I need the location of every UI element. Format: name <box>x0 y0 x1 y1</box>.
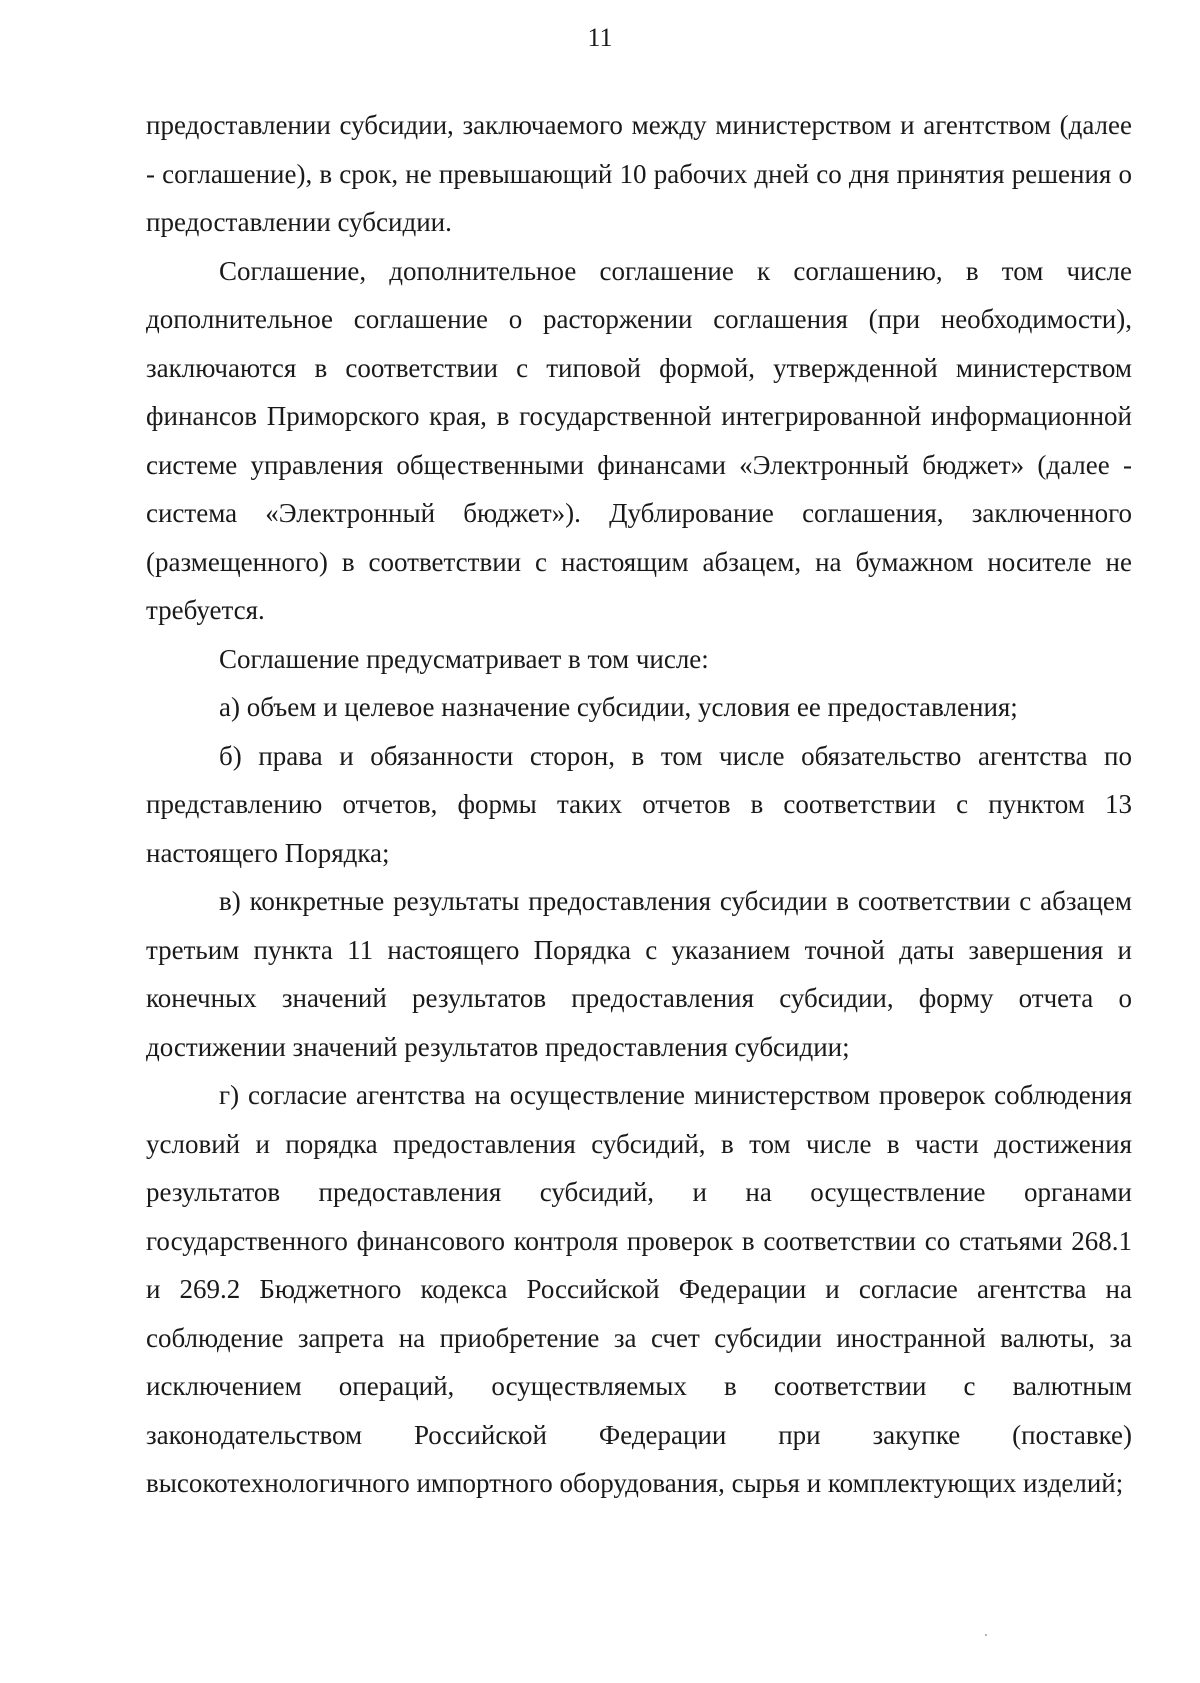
document-body <box>146 101 1132 1508</box>
list-item-g: г) согласие агентства на осуществление министерством проверок соблюдения условий и порядка предоставления субсидий, в том числе в части достижения результатов предоставления субсидий, и на осуществление органами государственного финансового контроля проверок в соответствии со статьями 268.1 и 269.2 Бюджетного кодекса Российской Федерации и согласие агентства на соблюдение запрета на приобретение за счет субсидии иностранной валюты, за исключением операций, осуществляемых в соответствии с валютным законодательством Российской Федерации при закупке (поставке) высокотехнологичного импортного оборудования, сырья и комплектующих изделий; <box>146 1080 1132 1498</box>
list-item-b: б) права и обязанности сторон, в том числе обязательство агентства по представлению отчетов, формы таких отчетов в соответствии с пунктом 13 настоящего Порядка; <box>146 740 1132 868</box>
list-item-a: а) объем и целевое назначение субсидии, условия ее предоставления; <box>219 692 1018 722</box>
list-item-v: в) конкретные результаты предоставления субсидии в соответствии с абзацем третьим пункта 11 настоящего Порядка с указанием точной даты завершения и конечных значений результатов предоставления субсидии, форму отчета о достижении значений результатов предоставления субсидии; <box>146 886 1132 1062</box>
paragraph-continuation: предоставлении субсидии, заключаемого между министерством и агентством (далее - соглашение), в срок, не превышающий 10 рабочих дней со дня принятия решения о предоставлении субсидии. <box>146 110 1132 237</box>
paragraph-agreement-provides: Соглашение предусматривает в том числе: <box>219 643 709 674</box>
page-number: 11 <box>587 23 613 52</box>
scan-artifact-dot <box>985 1634 987 1636</box>
paragraph-agreement-conclusion: Соглашение, дополнительное соглашение к соглашению, в том числе дополнительное соглашение о расторжении соглашения (при необходимости), заключаются в соответствии с типовой формой, утвержденной министерством финансов Приморского края, в государственной интегрированной информационной системе управления общественными финансами «Электронный бюджет» (далее - система «Электронный бюджет»). Дублирование соглашения, заключенного (размещенного) в соответствии с настоящим абзацем, на бумажном носителе не требуется. <box>146 255 1132 625</box>
